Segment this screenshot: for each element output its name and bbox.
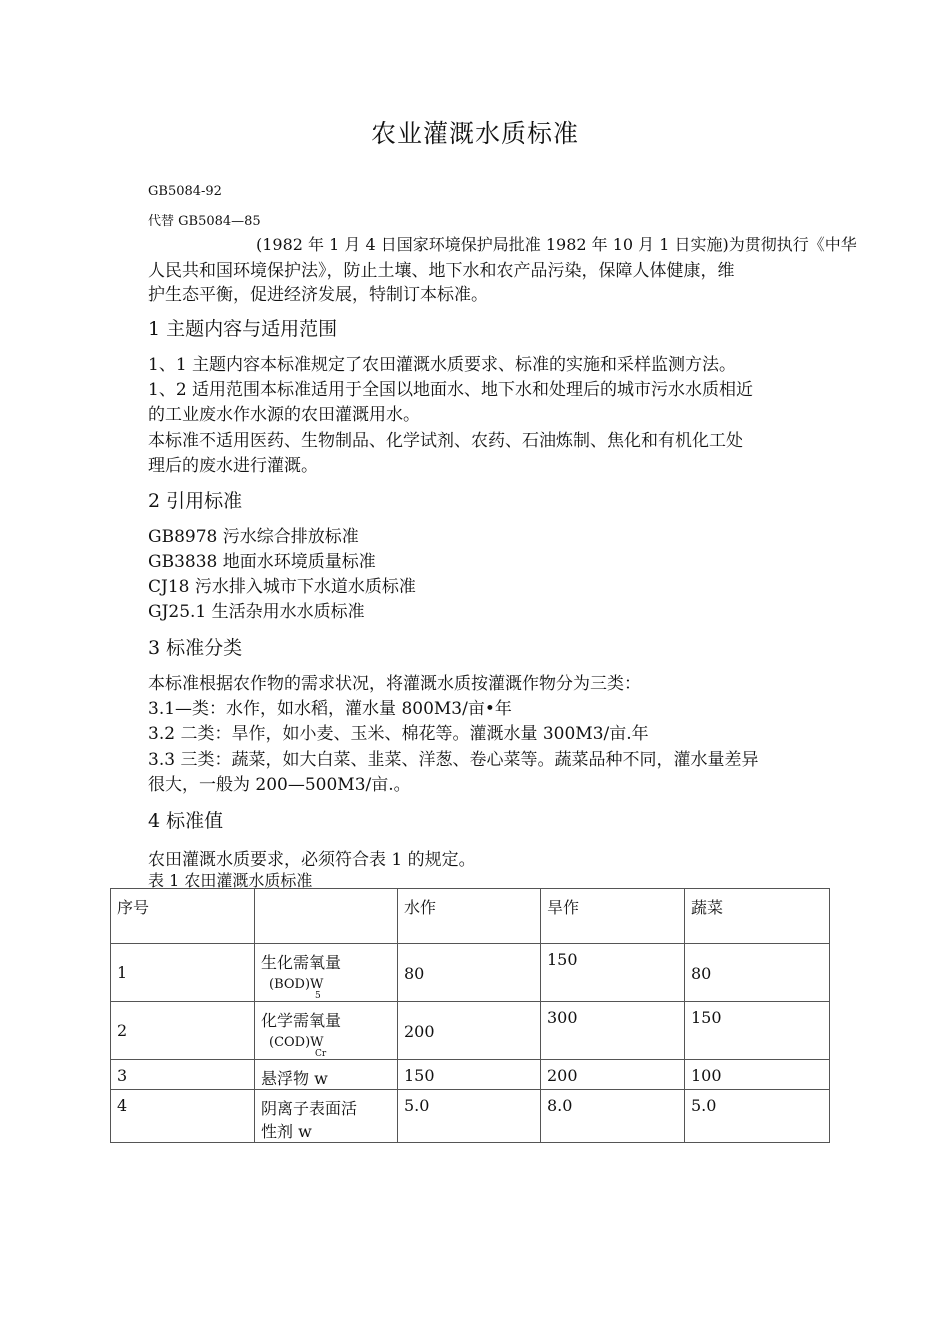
section-3-line-2: 3.1—类：水作，如水稻，灌水量 800M3/亩•年: [148, 699, 512, 719]
section-3-line-3: 3.2 二类：旱作，如小麦、玉米、棉花等。灌溉水量 300M3/亩.年: [148, 724, 649, 744]
item-subscript: Cr: [315, 1049, 327, 1059]
intro-line-3: 护生态平衡，促进经济发展，特制订本标准。: [148, 285, 488, 305]
row-item: 悬浮物 w: [255, 1060, 398, 1090]
row-item: [255, 1002, 398, 1060]
row-value-vegetable: 150: [685, 1002, 830, 1060]
header-cell-no: 序号: [111, 889, 255, 944]
row-no: 2: [111, 1002, 255, 1060]
section-1-line-2: 1、2 适用范围本标准适用于全国以地面水、地下水和处理后的城市污水水质相近: [148, 380, 754, 400]
row-value-paddy: 5.0: [398, 1090, 541, 1143]
row-value-vegetable: 80: [685, 944, 830, 1002]
header-cell-item: [255, 889, 398, 944]
section-1-line-3: 的工业废水作水源的农田灌溉用水。: [148, 405, 420, 425]
row-value-paddy: 200: [398, 1002, 541, 1060]
section-1-line-1: 1、1 主题内容本标准规定了农田灌溉水质要求、标准的实施和采样监测方法。: [148, 355, 737, 375]
row-no: 1: [111, 944, 255, 1002]
section-4-text: 农田灌溉水质要求，必须符合表 1 的规定。: [148, 850, 476, 870]
row-value-vegetable: 100: [685, 1060, 830, 1090]
row-value-dry: 150: [541, 944, 685, 1002]
reference-4: GJ25.1 生活杂用水水质标准: [148, 602, 365, 622]
reference-3: CJ18 污水排入城市下水道水质标准: [148, 577, 416, 597]
item-name-continued: 性剂 w: [261, 1122, 312, 1141]
item-name: 生化需氧量: [261, 953, 342, 972]
intro-line-1: (1982 年 1 月 4 日国家环境保护局批准 1982 年 10 月 1 日实施)为贯彻执行《中华: [256, 235, 857, 254]
section-3-line-4: 3.3 三类：蔬菜，如大白菜、韭菜、洋葱、卷心菜等。蔬菜品种不同，灌水量差异: [148, 750, 759, 770]
section-3-line-1: 本标准根据农作物的需求状况，将灌溉水质按灌溉作物分为三类：: [148, 674, 641, 694]
item-name: 化学需氧量: [261, 1011, 342, 1030]
table-row: [111, 1060, 830, 1090]
standard-code: GB5084-92: [148, 184, 222, 199]
section-1-line-5: 理后的废水进行灌溉。: [148, 456, 318, 476]
table-row: [111, 1002, 830, 1060]
intro-line-2: 人民共和国环境保护法》，防止土壤、地下水和农产品污染，保障人体健康，维: [148, 261, 735, 281]
row-no: 3: [111, 1060, 255, 1090]
section-1-heading: 1 主题内容与适用范围: [148, 318, 338, 340]
reference-2: GB3838 地面水环境质量标准: [148, 552, 376, 572]
item-subscript: 5: [315, 991, 321, 1001]
table-caption: 表 1 农田灌溉水质标准: [148, 871, 313, 890]
row-item: [255, 1090, 398, 1143]
row-item: [255, 944, 398, 1002]
item-name: 阴离子表面活: [261, 1099, 358, 1118]
header-cell-paddy: 水作: [398, 889, 541, 944]
item-formula: (COD)W: [269, 1035, 324, 1050]
row-no: 4: [111, 1090, 255, 1143]
item-formula: (BOD)W: [269, 977, 324, 992]
table-header-row: [111, 889, 830, 944]
row-value-dry: 8.0: [541, 1090, 685, 1143]
section-3-heading: 3 标准分类: [148, 637, 243, 659]
section-1-line-4: 本标准不适用医药、生物制品、化学试剂、农药、石油炼制、焦化和有机化工处: [148, 431, 743, 451]
header-cell-vegetable: 蔬菜: [685, 889, 830, 944]
row-value-dry: 200: [541, 1060, 685, 1090]
row-value-paddy: 80: [398, 944, 541, 1002]
row-value-vegetable: 5.0: [685, 1090, 830, 1143]
section-3-line-5: 很大，一般为 200—500M3/亩.。: [148, 775, 411, 795]
table-row: [111, 944, 830, 1002]
row-value-dry: 300: [541, 1002, 685, 1060]
reference-1: GB8978 污水综合排放标准: [148, 527, 359, 547]
section-2-heading: 2 引用标准: [148, 490, 243, 512]
table-row: [111, 1090, 830, 1143]
section-4-heading: 4 标准值: [148, 810, 224, 832]
header-cell-dry: 旱作: [541, 889, 685, 944]
water-quality-table: [110, 888, 830, 1143]
row-value-paddy: 150: [398, 1060, 541, 1090]
document-title: 农业灌溉水质标准: [370, 119, 579, 148]
replaces-note: 代替 GB5084—85: [148, 214, 261, 229]
